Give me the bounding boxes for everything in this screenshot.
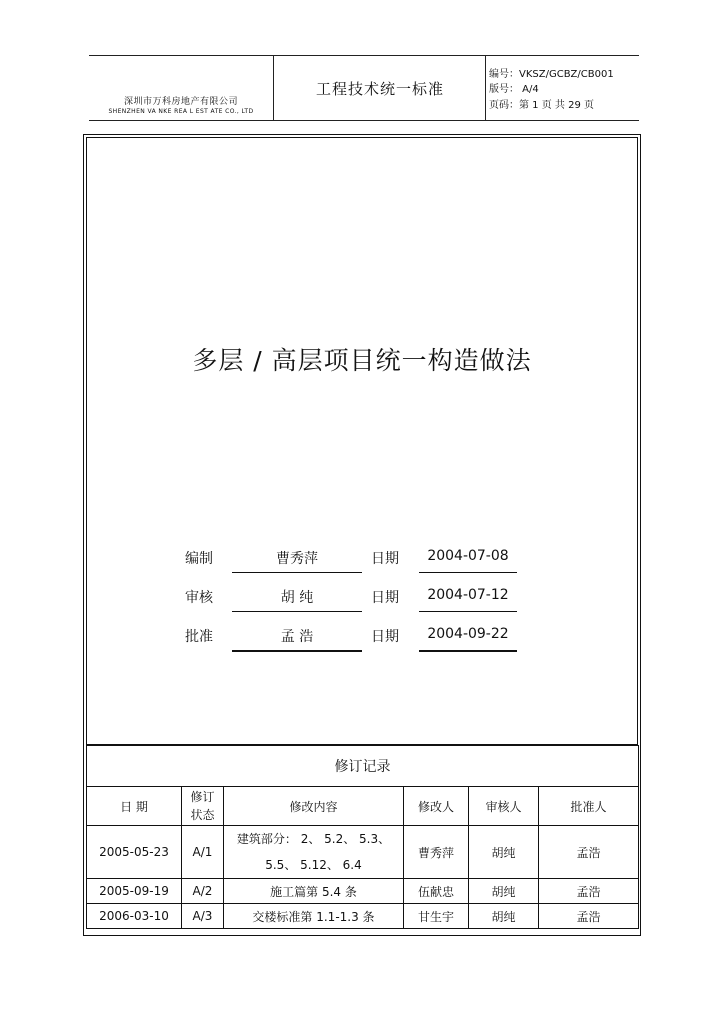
signoff-date: 2004-07-12 [427,587,509,603]
header-modifier: 修改人 [404,787,469,826]
signature-line [232,572,362,573]
row-status: A/2 [182,879,224,904]
row-content: 施工篇第 5.4 条 [224,879,404,904]
row-modifier: 甘生宇 [404,904,469,929]
signature-line [232,650,362,652]
row-approver: 孟浩 [539,904,639,929]
row-modifier: 伍献忠 [404,879,469,904]
row-approver: 孟浩 [539,879,639,904]
version-number: 版号： A/4 [489,84,539,95]
document-title: 多层 / 高层项目统一构造做法 [192,346,532,375]
signoff-role: 审核 [185,590,213,606]
page-number: 页码：第 1 页 共 29 页 [489,100,594,111]
header-status-line2: 状态 [190,808,215,822]
doc-number: 编号：VKSZ/GCBZ/CB001 [489,69,614,80]
signoff-name: 曹秀萍 [276,551,318,567]
header-content: 修改内容 [224,787,404,826]
document-header [89,55,639,121]
row-approver: 孟浩 [539,826,639,879]
signoff-date: 2004-07-08 [427,548,509,564]
header-status-line1: 修订 [190,790,215,804]
signoff-date-label: 日期 [371,590,399,606]
row-modifier: 曹秀萍 [404,826,469,879]
table-row [87,879,639,904]
signoff-date-label: 日期 [371,551,399,567]
date-line [419,572,517,573]
header-status [182,787,224,826]
signoff-role: 编制 [185,551,213,567]
revision-header-row [87,787,639,826]
table-row [87,826,639,879]
table-row [87,904,639,929]
revision-table [86,745,639,929]
signoff-role: 批准 [185,629,213,645]
row-date: 2005-09-19 [87,879,182,904]
row-status: A/3 [182,904,224,929]
row-content: 交楼标准第 1.1-1.3 条 [224,904,404,929]
signoff-name: 胡 纯 [280,590,314,606]
cover-panel [86,137,638,745]
row-reviewer: 胡纯 [469,904,539,929]
revision-caption: 修订记录 [87,746,639,787]
company-name-cn: 深圳市万科房地产有限公司 [123,97,238,107]
row-content-line1: 建筑部分： 2、 5.2、 5.3、 [236,832,391,846]
signoff-date: 2004-09-22 [427,626,509,642]
row-status: A/1 [182,826,224,879]
signoff-date-label: 日期 [371,629,399,645]
row-reviewer: 胡纯 [469,879,539,904]
header-date: 日 期 [87,787,182,826]
row-content-line2: 5.5、 5.12、 6.4 [265,858,362,872]
date-line [419,650,517,652]
signoff-name: 孟 浩 [280,629,314,645]
row-date: 2005-05-23 [87,826,182,879]
company-name-en: SHENZHEN VA NKE REA L EST ATE CO., LTD [108,108,254,115]
row-reviewer: 胡纯 [469,826,539,879]
row-content [224,826,404,879]
header-reviewer: 审核人 [469,787,539,826]
header-approver: 批准人 [539,787,639,826]
standard-title: 工程技术统一标准 [315,80,444,98]
date-line [419,611,517,612]
cover-frame [83,134,641,936]
signature-line [232,611,362,612]
row-date: 2006-03-10 [87,904,182,929]
